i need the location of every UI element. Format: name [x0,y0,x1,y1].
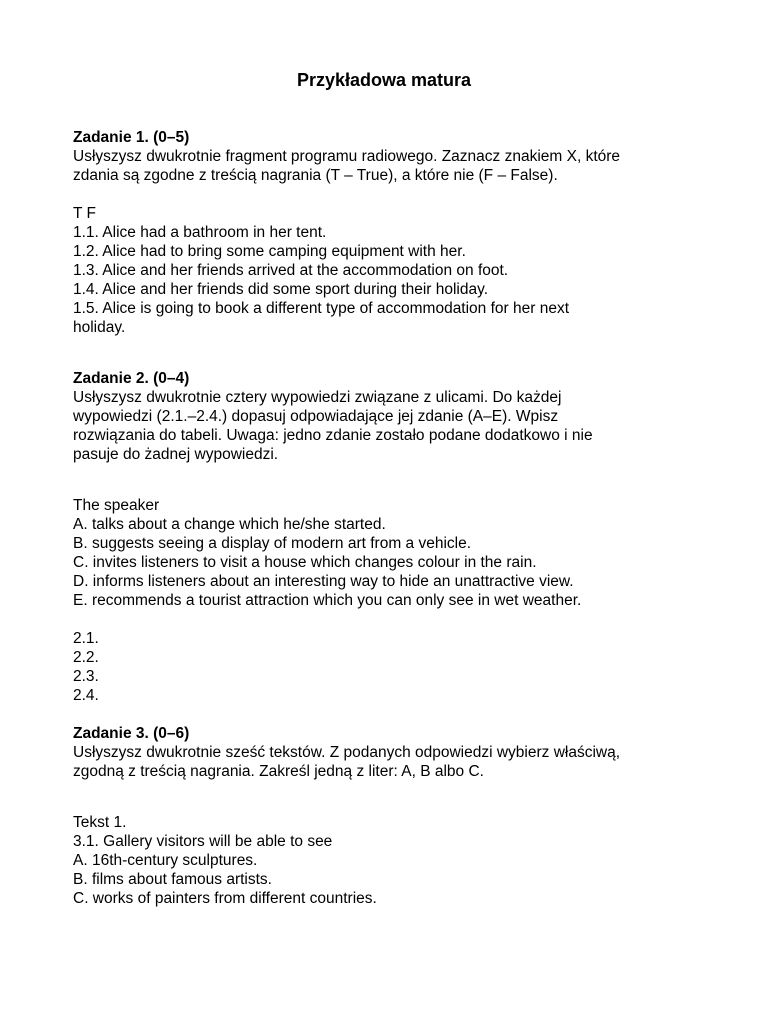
document-content [73,128,713,908]
task-1-item: 1.2. Alice had to bring some camping equipment with her. [73,243,466,260]
task-1-item: 1.4. Alice and her friends did some sport during their holiday. [73,281,489,298]
task-2-answer: 2.4. [73,687,99,704]
task-2-instruction-line: wypowiedzi (2.1.–2.4.) dopasuj odpowiadające jej zdanie (A–E). Wpisz [73,408,559,425]
task-1-item: 1.1. Alice had a bathroom in her tent. [73,224,327,241]
task-2-option: D. informs listeners about an interesting way to hide an unattractive view. [73,573,574,590]
task-3-text-label: Tekst 1. [73,814,127,831]
task-2-answer: 2.1. [73,630,99,647]
task-1-columns-label: T F [73,205,96,222]
task-3-option: B. films about famous artists. [73,871,272,888]
task-2-instruction-line: rozwiązania do tabeli. Uwaga: jedno zdanie zostało podane dodatkowo i nie [73,427,593,444]
task-2-instruction-line: Usłyszysz dwukrotnie cztery wypowiedzi związane z ulicami. Do każdej [73,389,562,406]
task-2-option: A. talks about a change which he/she started. [73,516,386,533]
task-1-heading: Zadanie 1. (0–5) [73,129,190,146]
task-1 [73,128,713,337]
task-3-option: A. 16th-century sculptures. [73,852,258,869]
task-3-heading: Zadanie 3. (0–6) [73,725,190,742]
task-1-item: 1.5. Alice is going to book a different type of accommodation for her next [73,300,570,317]
task-2-heading: Zadanie 2. (0–4) [73,370,190,387]
task-3-instruction-line: Usłyszysz dwukrotnie sześć tekstów. Z podanych odpowiedzi wybierz właściwą, [73,744,621,761]
task-2-option: E. recommends a tourist attraction which you can only see in wet weather. [73,592,582,609]
task-3-option: C. works of painters from different countries. [73,890,377,907]
task-1-item: holiday. [73,319,126,336]
task-3-instruction-line: zgodną z treścią nagrania. Zakreśl jedną z liter: A, B albo C. [73,763,484,780]
task-2-answer: 2.3. [73,668,99,685]
task-2 [73,369,713,705]
task-2-option: C. invites listeners to visit a house which changes colour in the rain. [73,554,537,571]
task-1-item: 1.3. Alice and her friends arrived at the accommodation on foot. [73,262,509,279]
task-2-answer: 2.2. [73,649,99,666]
task-3-question: 3.1. Gallery visitors will be able to see [73,833,333,850]
task-1-instruction-line: Usłyszysz dwukrotnie fragment programu radiowego. Zaznacz znakiem X, które [73,148,621,165]
task-2-option: B. suggests seeing a display of modern art from a vehicle. [73,535,472,552]
task-2-lead: The speaker [73,497,160,514]
task-1-instruction-line: zdania są zgodne z treścią nagrania (T – True), a które nie (F – False). [73,167,558,184]
task-3 [73,724,713,908]
page-title: Przykładowa matura [296,70,472,90]
task-2-instruction-line: pasuje do żadnej wypowiedzi. [73,446,279,463]
